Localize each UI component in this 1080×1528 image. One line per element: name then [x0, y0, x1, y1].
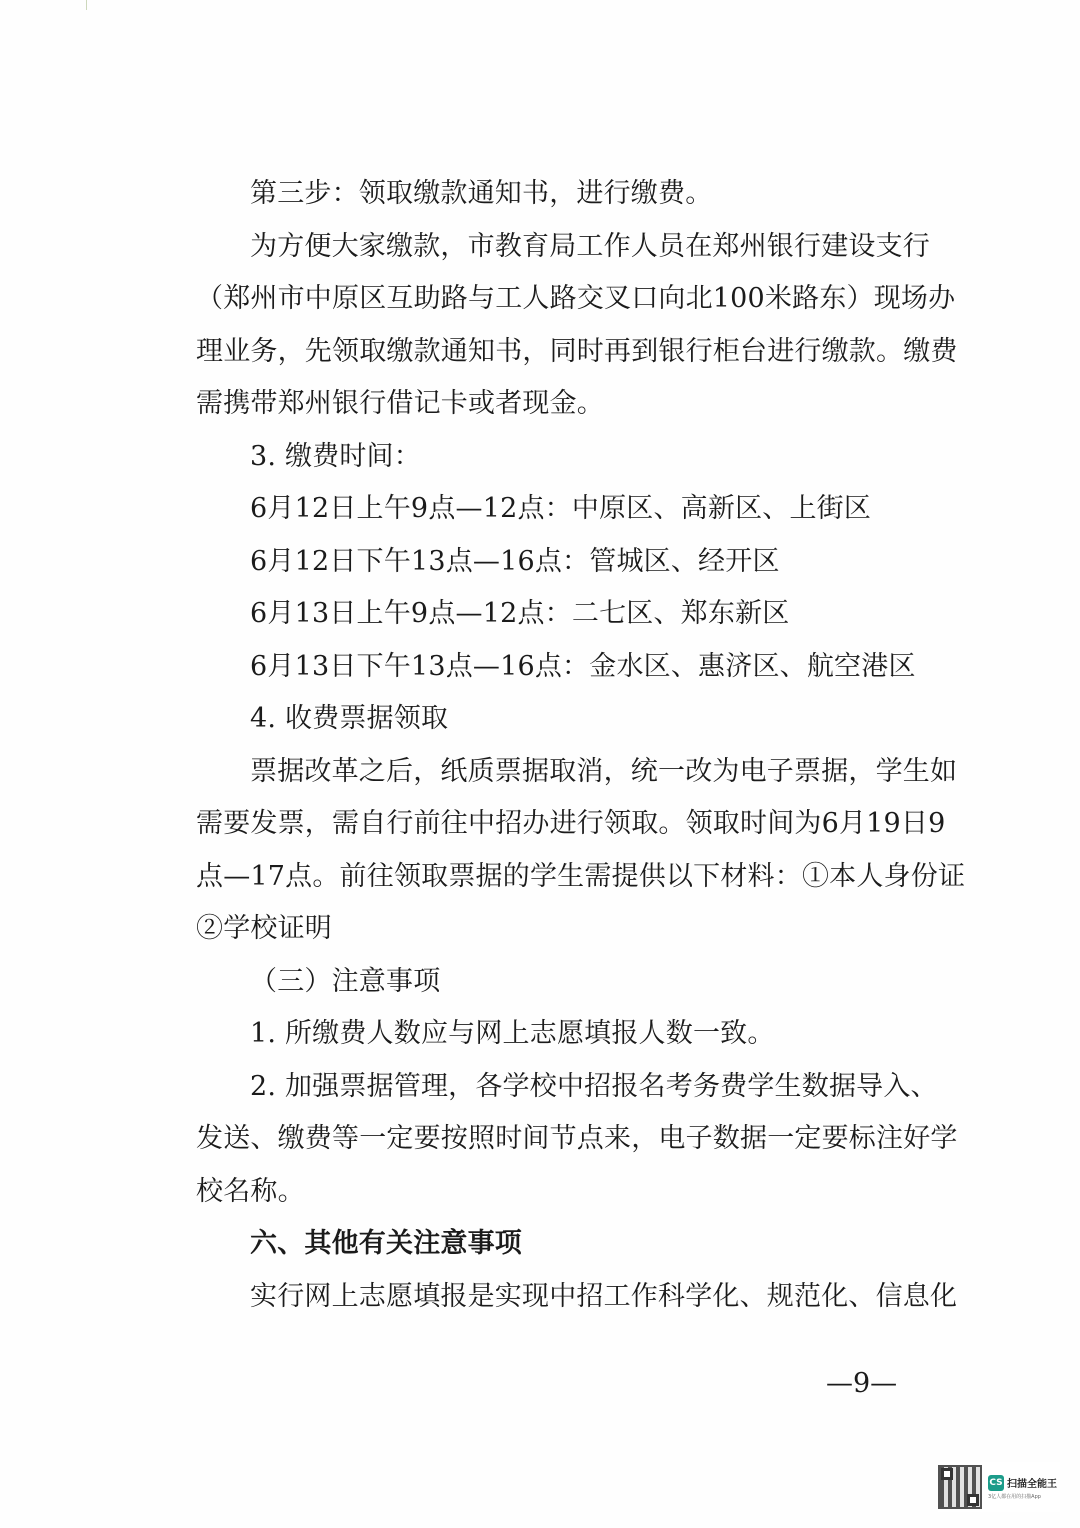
scanner-brand-row — [988, 1475, 1057, 1491]
qr-code-icon — [938, 1465, 982, 1509]
section-heading: 六、其他有关注意事项 — [250, 1228, 522, 1259]
text-line: 发送、缴费等一定要按照时间节点来，电子数据一定要标注好学 — [196, 1123, 958, 1154]
scanner-watermark — [938, 1462, 1060, 1512]
scanner-app-name: 扫描全能王 — [1007, 1479, 1057, 1490]
scanner-brand — [988, 1475, 1057, 1500]
text-line: 为方便大家缴款，市教育局工作人员在郑州银行建设支行 — [250, 230, 930, 262]
text-line: 3. 缴费时间： — [250, 440, 421, 472]
text-line: 2. 加强票据管理，各学校中招报名考务费学生数据导入、 — [250, 1070, 938, 1102]
text-line: 6月12日下午13点—16点：管城区、经开区 — [250, 545, 780, 577]
scanner-tagline: 3亿人都在用的扫描App — [988, 1493, 1041, 1500]
text-line: ②学校证明 — [196, 913, 332, 944]
text-line: 实行网上志愿填报是实现中招工作科学化、规范化、信息化 — [250, 1280, 958, 1312]
text-line: 点—17点。前往领取票据的学生需提供以下材料：①本人身份证 — [196, 860, 966, 892]
text-line: 6月13日下午13点—16点：金水区、惠济区、航空港区 — [250, 650, 916, 682]
text-line: （三）注意事项 — [250, 965, 441, 997]
text-line: 校名称。 — [196, 1175, 305, 1207]
text-line: 6月12日上午9点—12点：中原区、高新区、上街区 — [250, 493, 872, 524]
document-body — [196, 168, 966, 1323]
scan-corner-mark — [86, 0, 97, 10]
text-line: 1. 所缴费人数应与网上志愿填报人数一致。 — [250, 1018, 775, 1049]
text-line: 需携带郑州银行借记卡或者现金。 — [196, 388, 604, 419]
text-line: 6月13日上午9点—12点：二七区、郑东新区 — [250, 598, 790, 629]
text-line: 4. 收费票据领取 — [250, 703, 449, 734]
text-line: 票据改革之后，纸质票据取消，统一改为电子票据，学生如 — [250, 755, 958, 787]
text-line: 理业务，先领取缴款通知书，同时再到银行柜台进行缴款。缴费 — [196, 335, 958, 367]
text-line: （郑州市中原区互助路与工人路交叉口向北100米路东）现场办 — [196, 283, 956, 314]
text-line: 需要发票，需自行前往中招办进行领取。领取时间为6月19日9 — [196, 808, 946, 839]
cs-logo-icon: CS — [988, 1475, 1004, 1491]
text-line: 第三步：领取缴款通知书，进行缴费。 — [250, 178, 713, 209]
page-number: —9— — [826, 1368, 898, 1399]
